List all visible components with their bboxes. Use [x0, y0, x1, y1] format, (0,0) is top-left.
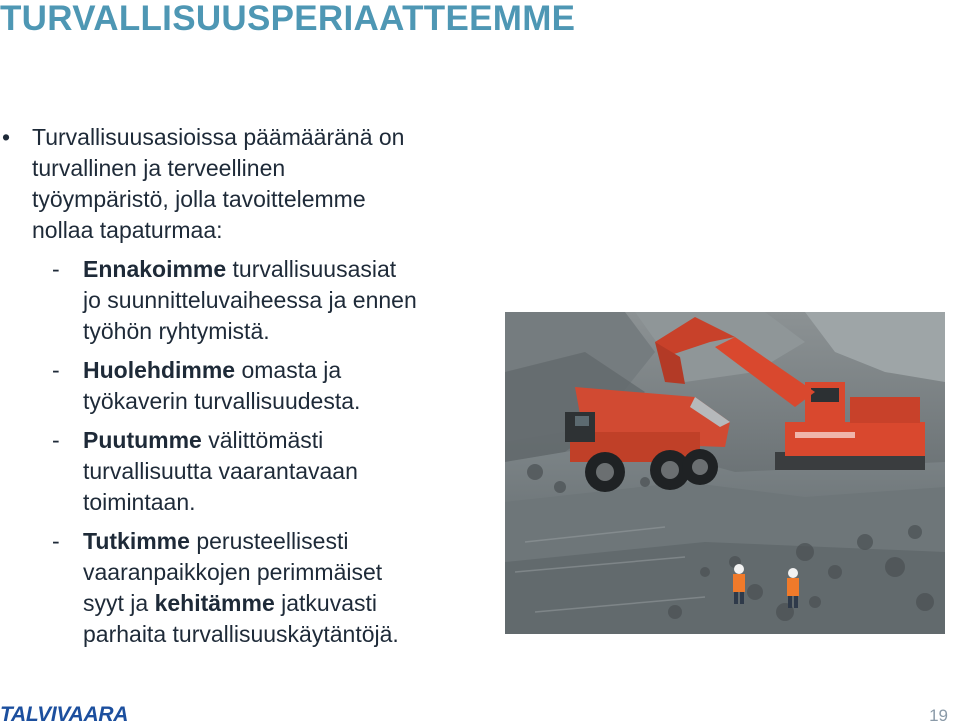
sub-dash: -	[52, 427, 60, 453]
sub-line	[83, 619, 500, 650]
sub-line	[83, 386, 500, 417]
body-text: toimintaan.	[83, 489, 196, 515]
sub-line	[83, 526, 500, 557]
sub-line	[83, 588, 500, 619]
sub-line	[83, 487, 500, 518]
bullet-line: Turvallisuusasioissa päämääränä on	[32, 124, 405, 150]
mining-photo-illustration	[505, 312, 945, 634]
emphasis-text: kehitämme	[154, 590, 275, 616]
slide-content	[0, 122, 500, 658]
talvivaara-logo: TALVIVAARA	[0, 703, 129, 726]
sub-item	[0, 526, 500, 650]
bullet-line: turvallinen ja terveellinen	[32, 155, 286, 181]
emphasis-text: Tutkimme	[83, 528, 190, 554]
body-text: turvallisuusasiat	[226, 256, 397, 282]
body-text: perusteellisesti	[189, 528, 349, 554]
sub-line	[83, 557, 500, 588]
bullet-marker: •	[2, 124, 11, 150]
sub-line	[83, 316, 500, 347]
body-text: omasta ja	[235, 357, 342, 383]
sub-dash: -	[52, 357, 60, 383]
body-text: jo suunnitteluvaiheessa ja ennen	[83, 287, 417, 313]
emphasis-text: Ennakoimme	[83, 256, 227, 282]
mining-photo	[505, 312, 945, 634]
body-text: syyt ja	[83, 590, 155, 616]
sub-line	[83, 355, 500, 386]
bullet-item	[0, 122, 500, 246]
sub-line	[83, 456, 500, 487]
sub-list	[0, 254, 500, 650]
body-text: työhön ryhtymistä.	[83, 318, 270, 344]
body-text: vaaranpaikkojen perimmäiset	[83, 559, 383, 585]
body-text: työkaverin turvallisuudesta.	[83, 388, 361, 414]
body-text: parhaita turvallisuuskäytäntöjä.	[83, 621, 399, 647]
bullet-line: nollaa tapaturmaa:	[32, 217, 223, 243]
sub-line	[83, 254, 500, 285]
page-number: 19	[929, 706, 948, 725]
sub-item	[0, 355, 500, 417]
sub-dash: -	[52, 528, 60, 554]
sub-line	[83, 285, 500, 316]
sub-item	[0, 425, 500, 518]
body-text: välittömästi	[201, 427, 324, 453]
sub-line	[83, 425, 500, 456]
sub-dash: -	[52, 256, 60, 282]
body-text: jatkuvasti	[274, 590, 378, 616]
bullet-line: työympäristö, jolla tavoittelemme	[32, 186, 366, 212]
emphasis-text: Puutumme	[83, 427, 202, 453]
emphasis-text: Huolehdimme	[83, 357, 236, 383]
sub-item	[0, 254, 500, 347]
body-text: turvallisuutta vaarantavaan	[83, 458, 358, 484]
slide-title: TURVALLISUUSPERIAATTEEMME	[0, 0, 576, 38]
